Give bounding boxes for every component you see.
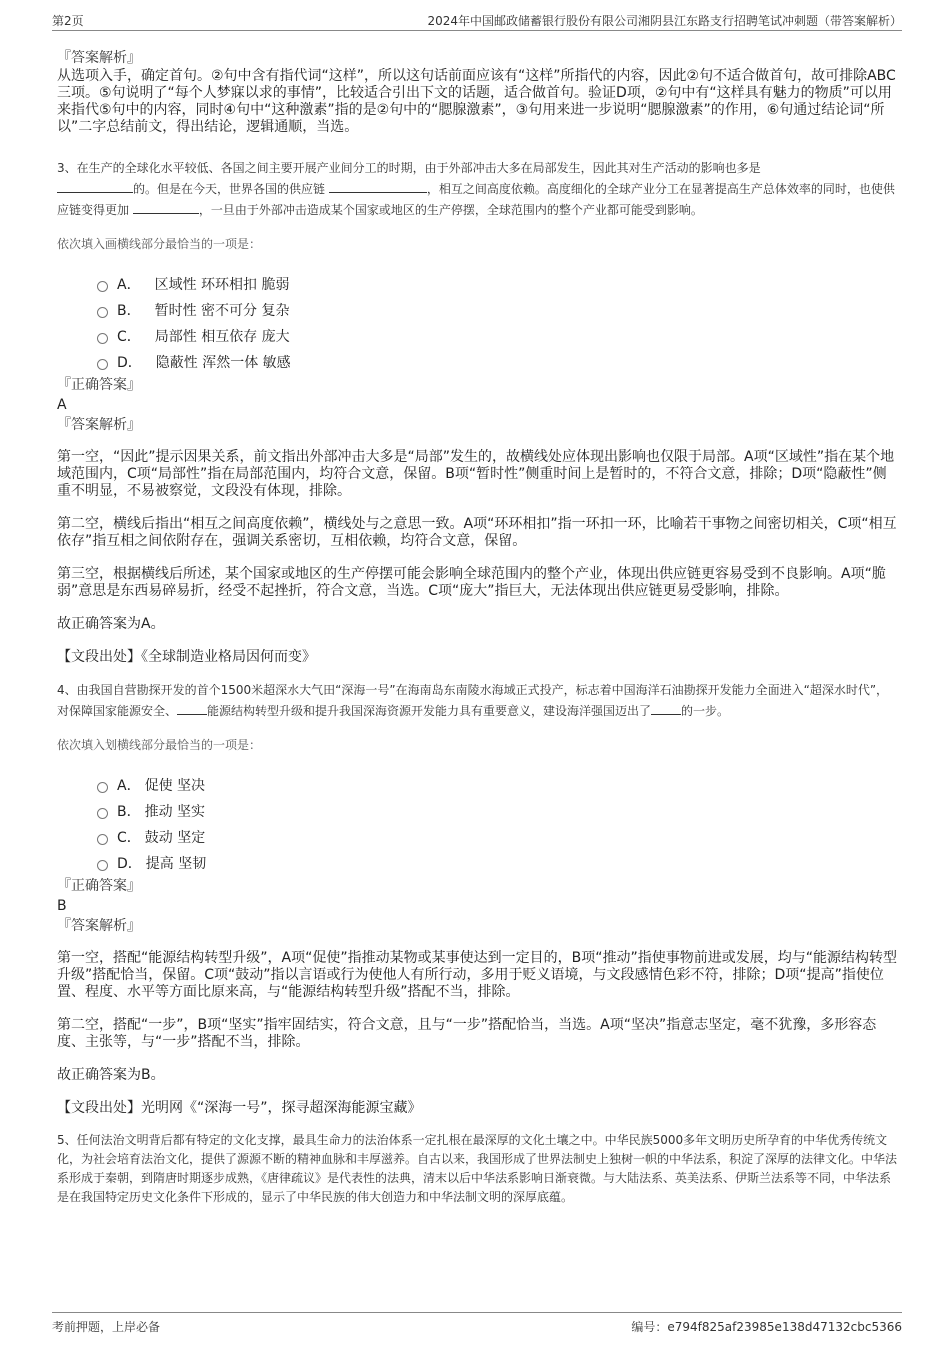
- q5-stem: 5、任何法治文明背后都有特定的文化支撑，最具生命力的法治体系一定扎根在最深厚的文化土壤之中。中华民族5000多年文明历史所孕育的中华优秀传统文化，为社会培育法治文化，提供了源源不断的精神血脉和丰厚滋养。自古以来，我国形成了世界法制史上独树一帜的中华法系，积淀了深厚的法律文化。中华法系形成于秦朝，到隋唐时期逐步成熟，《唐律疏议》是代表性的法典，清末以后中华法系影响日渐衰微。与大陆法系、英美法系、伊斯兰法系等不同，中华法系是在我国特定历史文化条件下形成的，显示了中华民族的伟大创造力和中华法制文明的深厚底蕴。: [57, 1133, 898, 1204]
- q2-analysis: 从选项入手，确定首句。②句中含有指代词“这样”，所以这句话前面应该有“这样”所指代的内容，因此②句不适合做首句，故可排除ABC三项。⑤句说明了“每个人梦寐以求的事情”，比较适合引出下文的话题，适合做首句。验证D项，②句中有“这样具有魅力的物质”可以用来指代⑤句中的内容，同时④句中“这种激素”指的是②句中的“腮腺激素”，③句用来进一步说明“腮腺激素”的作用，⑥句通过结论词“所以”二字总结前文，得出结论，逻辑通顺，当选。: [57, 68, 896, 135]
- q3-stem-part2: 的。但是在今天，世界各国的供应链: [133, 182, 326, 196]
- q4-source: 【文段出处】光明网《“深海一号”，探寻超深海能源宝藏》: [57, 1100, 422, 1116]
- q3-blank-2: [329, 180, 427, 193]
- q4-analysis-label: 『答案解析』: [57, 918, 141, 934]
- page-header: [52, 12, 902, 31]
- q4-correct-label: 『正确答案』: [57, 878, 141, 894]
- q3-conclusion: 故正确答案为A。: [57, 616, 165, 632]
- q3-option-d[interactable]: D． 隐蔽性 浑然一体 敏感: [97, 349, 897, 375]
- radio-icon[interactable]: [97, 808, 108, 819]
- q4-stem-part2: 能源结构转型升级和提升我国深海资源开发能力具有重要意义，建设海洋强国迈出了: [207, 704, 652, 718]
- radio-icon[interactable]: [97, 860, 108, 871]
- radio-icon[interactable]: [97, 281, 108, 292]
- q2-analysis-label: 『答案解析』: [57, 50, 141, 66]
- document-body: [57, 48, 897, 1207]
- q3-stem: [57, 158, 897, 221]
- q3-analysis-p3: 第三空，根据横线后所述，某个国家或地区的生产停摆可能会影响全球范围内的整个产业，体现出供应链更容易受到不良影响。A项“脆弱”意思是东西易碎易折，经受不起挫折，符合文意，当选。C项“庞大”指巨大，无法体现出供应链更易受影响，排除。: [57, 566, 886, 599]
- document-id: 编号：e794f825af23985e138d47132cbc5366: [631, 1320, 902, 1334]
- q3-stem-part3: ，相互之间高度依赖。高度细化的全球产业分工在显著提高生产总体效率的同时，也使供应链变得更加: [57, 182, 895, 217]
- q4-stem: [57, 680, 897, 722]
- q3-stem-part1: 3、在生产的全球化水平较低、各国之间主要开展产业间分工的时期，由于外部冲击大多在局部发生，因此其对生产活动的影响也多是: [57, 161, 761, 175]
- q3-analysis-p2: 第二空，横线后指出“相互之间高度依赖”，横线处与之意思一致。A项“环环相扣”指一环扣一环，比喻若干事物之间密切相关，C项“相互依存”指互相之间依附存在，强调关系密切，互相依赖，均符合文意，保留。: [57, 516, 897, 549]
- q3-option-b[interactable]: B． 暂时性 密不可分 复杂: [97, 297, 897, 323]
- q3-option-c[interactable]: C． 局部性 相互依存 庞大: [97, 323, 897, 349]
- radio-icon[interactable]: [97, 782, 108, 793]
- q4-analysis-p2: 第二空，搭配“一步”，B项“坚实”指牢固结实，符合文意，且与“一步”搭配恰当，当选。A项“坚决”指意志坚定，毫不犹豫，多形容态度、主张等，与“一步”搭配不当，排除。: [57, 1017, 877, 1050]
- page-number: 第2页: [52, 14, 84, 28]
- q4-option-a[interactable]: A． 促使 坚决: [97, 772, 897, 798]
- q3-correct-label: 『正确答案』: [57, 377, 141, 393]
- q3-source: 【文段出处】《全球制造业格局因何而变》: [57, 649, 316, 665]
- q3-correct-answer: A: [57, 397, 67, 413]
- footer-slogan: 考前押题，上岸必备: [52, 1320, 161, 1334]
- q4-option-c[interactable]: C． 鼓动 坚定: [97, 824, 897, 850]
- radio-icon[interactable]: [97, 307, 108, 318]
- q4-stem-part1: 4、由我国自营勘探开发的首个1500米超深水大气田“深海一号”在海南岛东南陵水海域正式投产，标志着中国海洋石油勘探开发能力全面进入“超深水时代”，对保障国家能源安全、: [57, 683, 889, 718]
- q4-option-b[interactable]: B． 推动 坚实: [97, 798, 897, 824]
- q3-option-a[interactable]: A． 区域性 环环相扣 脆弱: [97, 271, 897, 297]
- q4-analysis-p1: 第一空，搭配“能源结构转型升级”，A项“促使”指推动某物或某事使达到一定目的，B项“推动”指使事物前进或发展，均与“能源结构转型升级”搭配恰当，保留。C项“鼓动”指以言语或行为使他人有所行动，多用于贬义语境，与文段感情色彩不符，排除；D项“提高”指使位置、程度、水平等方面比原来高，与“能源结构转型升级”搭配不当，排除。: [57, 950, 897, 1000]
- q4-correct-answer: B: [57, 898, 67, 914]
- radio-icon[interactable]: [97, 834, 108, 845]
- q3-prompt: 依次填入画横线部分最恰当的一项是：: [57, 237, 262, 251]
- radio-icon[interactable]: [97, 333, 108, 344]
- q4-prompt: 依次填入划横线部分最恰当的一项是：: [57, 738, 262, 752]
- q4-blank-1: [177, 702, 207, 715]
- document-title: 2024年中国邮政储蓄银行股份有限公司湘阴县江东路支行招聘笔试冲刺题（带答案解析）: [427, 14, 902, 28]
- q3-options: [57, 271, 897, 375]
- q3-analysis-label: 『答案解析』: [57, 417, 141, 433]
- q4-blank-2: [651, 702, 681, 715]
- q3-analysis-p1: 第一空，“因此”提示因果关系，前文指出外部冲击大多是“局部”发生的，故横线处应体现出影响也仅限于局部。A项“区域性”指在某个地域范围内，C项“局部性”指在局部范围内，均符合文意，保留。B项“暂时性”侧重时间上是暂时的，不符合文意，排除；D项“隐蔽性”侧重不明显，不易被察觉，文段没有体现，排除。: [57, 449, 895, 499]
- q3-blank-3: [133, 201, 199, 214]
- q4-conclusion: 故正确答案为B。: [57, 1067, 165, 1083]
- page-footer: [52, 1312, 902, 1335]
- q4-stem-part3: 的一步。: [681, 704, 730, 718]
- radio-icon[interactable]: [97, 359, 108, 370]
- q3-blank-1: [57, 180, 133, 193]
- q4-options: [57, 772, 897, 876]
- q4-option-d[interactable]: D． 提高 坚韧: [97, 850, 897, 876]
- q3-stem-part4: ，一旦由于外部冲击造成某个国家或地区的生产停摆，全球范围内的整个产业都可能受到影响。: [198, 203, 703, 217]
